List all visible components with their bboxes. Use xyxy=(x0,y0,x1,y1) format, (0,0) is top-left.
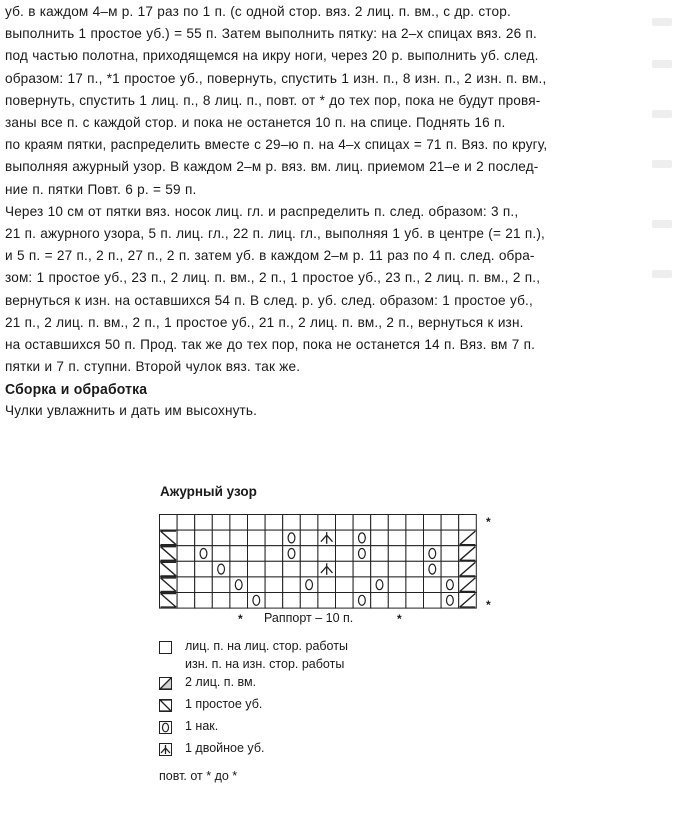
chart-cell xyxy=(230,546,248,562)
chart-cell xyxy=(371,593,389,609)
chart-cell xyxy=(265,530,283,546)
legend-knit-label1: лиц. п. на лиц. стор. работы xyxy=(185,639,348,653)
paragraph2-line: 21 п., 2 лиц. п. вм., 2 п., 1 простое уб., 21 п., 2 лиц. п. вм., 2 п., вернуться к изн. xyxy=(5,314,524,331)
chart-cell xyxy=(283,515,301,531)
paragraph1-line: повернуть, спустить 1 лиц. п., 8 лиц. п., повт. от * до тех пор, пока не будут провя- xyxy=(5,92,541,109)
knit-square-icon xyxy=(159,641,172,654)
chart-cell xyxy=(300,593,318,609)
chart-cell xyxy=(441,546,459,562)
chart-cell xyxy=(424,593,442,609)
chart-cell xyxy=(318,593,336,609)
legend-k2tog-label: 2 лиц. п. вм. xyxy=(185,675,257,689)
chart-cell xyxy=(424,577,442,593)
chart-cell xyxy=(212,546,230,562)
ssk-icon xyxy=(159,699,172,712)
chart-cell xyxy=(371,546,389,562)
chart-cell xyxy=(406,546,424,562)
paragraph2-line: на оставшихся 50 п. Прод. так же до тех пор, пока не останется 14 п. Вяз. вм 7 п. xyxy=(5,336,536,353)
paragraph2-line: 21 п. ажурного узора, 5 п. лиц. гл., 22 п. лиц. гл., выполняя 1 уб. в центре (= 21 п.), xyxy=(5,225,545,242)
paragraph1-line: по краям пятки, распределить вместе с 29–ю п. на 4–х спицах = 71 п. Вяз. по кругу, xyxy=(5,136,548,153)
paragraph2-line: вернуться к изн. на оставшихся 54 п. В след. р. уб. след. образом: 1 простое уб., xyxy=(5,292,533,308)
chart-cell xyxy=(318,515,336,531)
paragraph1-line: уб. в каждом 4–м р. 17 раз по 1 п. (с одной стор. вяз. 2 лиц. п. вм., с др. стор. xyxy=(5,3,511,20)
chart-cell xyxy=(283,593,301,609)
paragraph1-line: заны все п. с каждой стор. и пока не останется 10 п. на спице. Поднять 16 п. xyxy=(5,114,506,131)
chart-cell xyxy=(265,577,283,593)
chart-cell xyxy=(177,530,195,546)
paragraph1-line: ние п. пятки Повт. 6 р. = 59 п. xyxy=(5,181,197,197)
legend-knit-label2: изн. п. на изн. стор. работы xyxy=(185,657,345,671)
chart-cell xyxy=(353,515,371,531)
chart-cell xyxy=(248,515,266,531)
chart-cell xyxy=(195,530,213,546)
chart-cell xyxy=(177,515,195,531)
chart-cell xyxy=(265,546,283,562)
chart-cell xyxy=(371,561,389,577)
paragraph1-line: образом: 17 п., *1 простое уб., повернуть, спустить 1 изн. п., 8 изн. п., 2 изн. п. вм., xyxy=(5,70,547,86)
chart-cell xyxy=(300,530,318,546)
chart-cell xyxy=(406,561,424,577)
chart-cell xyxy=(212,593,230,609)
repeat-star-right: * xyxy=(397,612,402,626)
chart-cell xyxy=(388,577,406,593)
paragraph2-line: и 5 п. = 27 п., 2 п., 27 п., 2 п. затем уб. в каждом 2–м р. 11 раз по 4 п. след. обра- xyxy=(5,247,535,264)
chart-cell xyxy=(265,515,283,531)
paragraph1-line: выполнить 1 простое уб.) = 55 п. Затем выполнить пятку: на 2–х спицах вяз. 26 п. xyxy=(5,25,537,42)
chart-cell xyxy=(212,577,230,593)
chart-cell xyxy=(230,593,248,609)
paragraph1-line: выполняя ажурный узор. В каждом 2–м р. вяз. вм. лиц. приемом 21–е и 2 послед- xyxy=(5,159,539,175)
paragraph2-line: Через 10 см от пятки вяз. носок лиц. гл. и распределить п. след. образом: 3 п., xyxy=(5,203,519,220)
chart-cell xyxy=(300,515,318,531)
legend-ssk-label: 1 простое уб. xyxy=(185,697,263,711)
chart-cell xyxy=(459,515,477,531)
chart-cell xyxy=(336,546,354,562)
chart-cell xyxy=(336,593,354,609)
chart-cell xyxy=(353,577,371,593)
chart-cell xyxy=(318,577,336,593)
chart-cell xyxy=(388,561,406,577)
paragraph2-line: пятки и 7 п. ступни. Второй чулок вяз. так же. xyxy=(5,358,301,375)
chart-cell xyxy=(424,530,442,546)
assembly-text: Чулки увлажнить и дать им высохнуть. xyxy=(5,403,258,419)
rapport-label: Раппорт – 10 п. xyxy=(264,611,354,625)
chart-cell xyxy=(195,515,213,531)
chart-cell xyxy=(406,530,424,546)
chart-cell xyxy=(230,515,248,531)
chart-cell xyxy=(371,515,389,531)
chart-cell xyxy=(177,546,195,562)
chart-cell xyxy=(300,561,318,577)
paragraph-pattern-toe xyxy=(5,201,605,379)
paragraph-pattern-heel xyxy=(5,1,605,201)
yarn-over-icon xyxy=(159,721,172,734)
chart-cell xyxy=(177,593,195,609)
chart-cell xyxy=(212,530,230,546)
chart-cell xyxy=(441,530,459,546)
legend-double-dec-label: 1 двойное уб. xyxy=(185,741,265,755)
repeat-star-left: * xyxy=(238,612,243,626)
chart-cell xyxy=(336,561,354,577)
assembly-heading: Сборка и обработка xyxy=(5,381,148,398)
chart-cell xyxy=(230,561,248,577)
paragraph2-line: зом: 1 простое уб., 23 п., 2 лиц. п. вм., 2 п., 1 простое уб., 23 п., 2 лиц. п. вм., 2 п., xyxy=(5,270,541,286)
chart-cell xyxy=(195,593,213,609)
chart-cell xyxy=(406,515,424,531)
repeat-star-top-right: * xyxy=(486,515,491,529)
chart-cell xyxy=(336,530,354,546)
chart-title: Ажурный узор xyxy=(160,484,257,499)
chart-cell xyxy=(177,577,195,593)
chart-cell xyxy=(388,515,406,531)
chart-cell xyxy=(195,577,213,593)
chart-cell xyxy=(353,561,371,577)
legend-yo-label: 1 нак. xyxy=(185,719,219,733)
repeat-star-bottom-right: * xyxy=(486,598,491,612)
chart-cell xyxy=(212,515,230,531)
lace-pattern-chart xyxy=(159,514,479,609)
chart-cell xyxy=(248,546,266,562)
paragraph1-line: под частью полотна, приходящемся на икру ноги, через 20 р. выполнить уб. след. xyxy=(5,48,539,64)
chart-cell xyxy=(388,593,406,609)
chart-cell xyxy=(230,530,248,546)
chart-cell xyxy=(265,593,283,609)
chart-cell xyxy=(336,577,354,593)
chart-cell xyxy=(318,546,336,562)
chart-cell xyxy=(265,561,283,577)
chart-cell xyxy=(283,561,301,577)
chart-cell xyxy=(177,561,195,577)
k2tog-icon xyxy=(159,677,172,690)
chart-cell xyxy=(388,546,406,562)
chart-cell xyxy=(160,515,178,531)
chart-cell xyxy=(371,530,389,546)
chart-cell xyxy=(248,530,266,546)
chart-cell xyxy=(248,561,266,577)
repeat-note: повт. от * до * xyxy=(159,769,238,783)
chart-cell xyxy=(300,546,318,562)
chart-cell xyxy=(406,577,424,593)
chart-cell xyxy=(195,561,213,577)
chart-cell xyxy=(336,515,354,531)
chart-cell xyxy=(248,577,266,593)
chart-cell xyxy=(441,515,459,531)
body-text xyxy=(5,1,605,423)
chart-cell xyxy=(283,577,301,593)
page-edge-bleed xyxy=(644,0,674,813)
chart-cell xyxy=(441,561,459,577)
chart-cell xyxy=(424,515,442,531)
chart-cell xyxy=(406,593,424,609)
double-decrease-icon xyxy=(159,743,172,756)
chart-cell xyxy=(388,530,406,546)
